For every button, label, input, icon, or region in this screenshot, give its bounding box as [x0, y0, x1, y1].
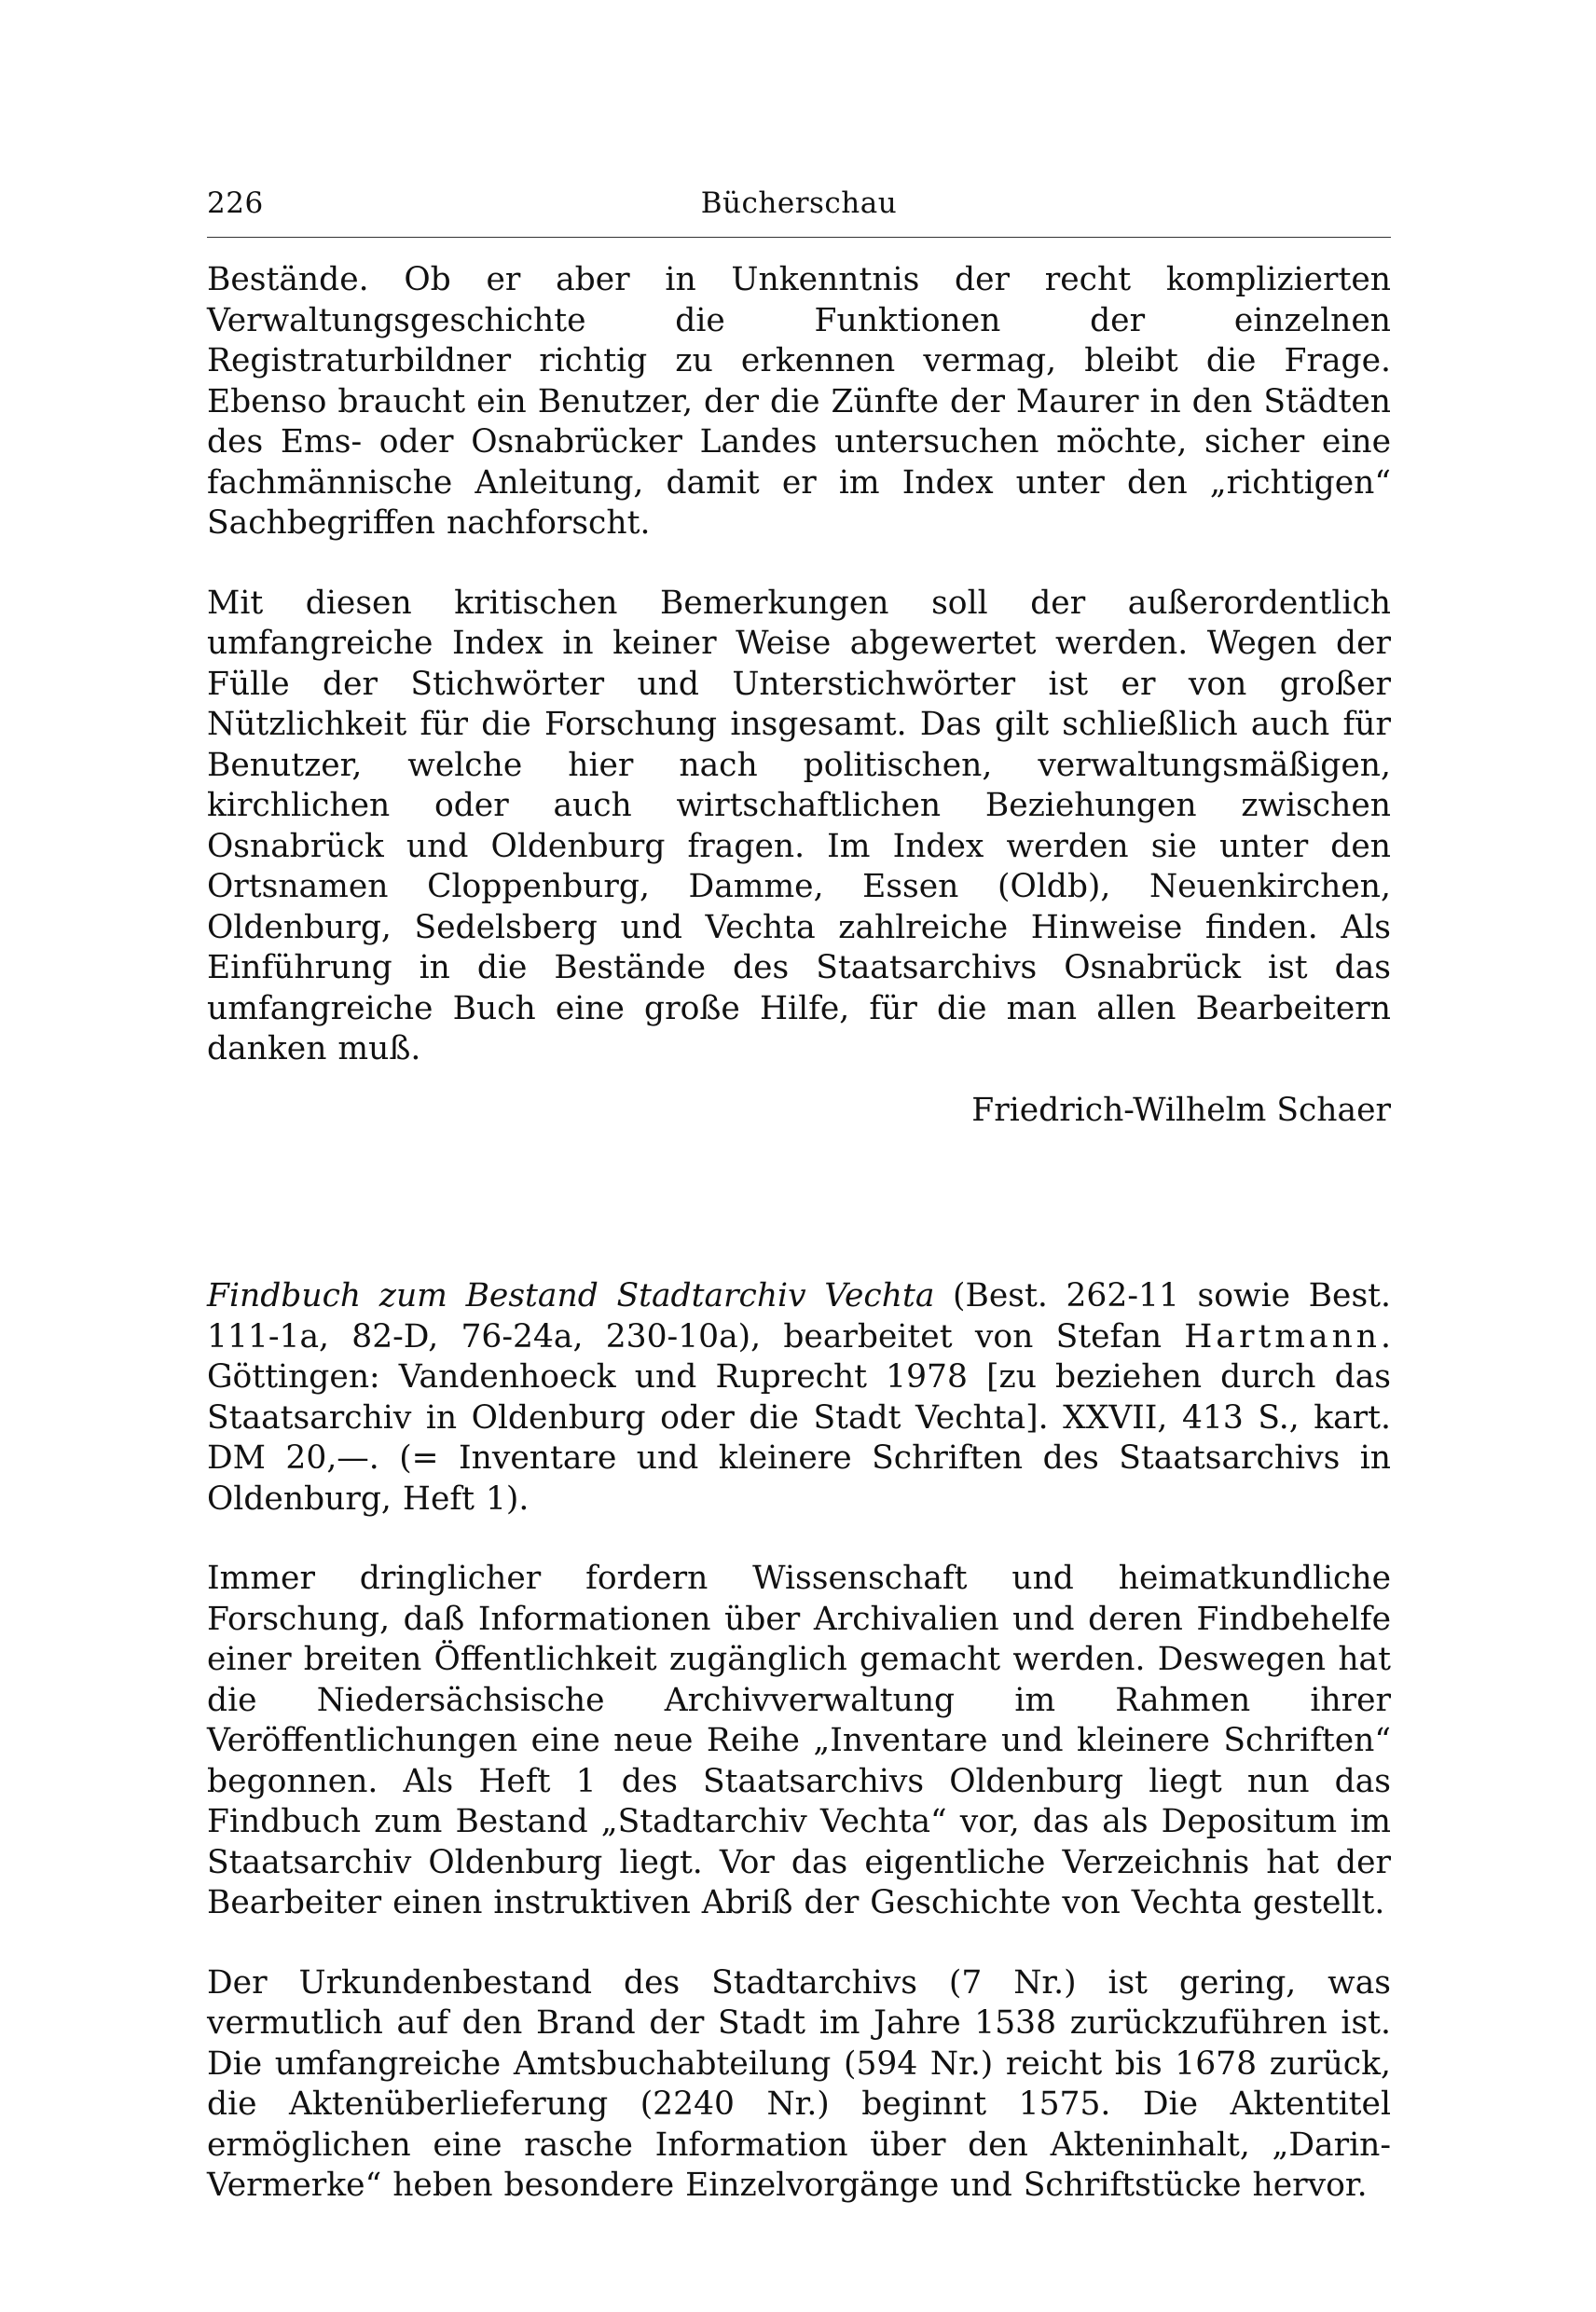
biblio-details: (Best. 262-11 sowie Best. 111-1a, 82-D, 76-24a, 230-10a), bearbeitet von Stefan: [207, 1277, 1391, 1356]
publication-details: . Göttingen: Vandenhoeck und Ruprecht 1978 [zu beziehen durch das Staatsarchiv in Oldenburg oder die Stadt Vechta]. XXVII, 413 S., kart. DM 20,—. (= Inventare und kleinere Schriften des Staatsarchivs in Oldenburg, Heft 1).: [207, 1317, 1391, 1518]
bibliographic-entry: [207, 1276, 1391, 1520]
review-findbuch-vechta: [207, 1276, 1391, 2207]
running-head: Bücherschau: [700, 186, 898, 220]
page-header: [207, 186, 1391, 237]
reviewer-signature: Friedrich-Wilhelm Schaer: [971, 1091, 1391, 1129]
book-page: [207, 186, 1391, 2207]
review2-paragraph-1: Immer dringlicher fordern Wissenschaft und heimatkundliche Forschung, daß Informationen über Archivalien und deren Findbehelfe einer breiten Öffentlichkeit zugänglich gemacht werden. Deswegen hat die Niedersächsische Archivverwaltung im Rahmen ihrer Veröffentlichungen eine neue Reihe „Inventare und kleinere Schriften“ begonnen. Als Heft 1 des Staatsarchivs Oldenburg liegt nun das Findbuch zum Bestand „Stadtarchiv Vechta“ vor, das als Depositum im Staatsarchiv Oldenburg liegt. Vor das eigentliche Verzeichnis hat der Bearbeiter einen instruktiven Abriß der Geschichte von Vechta gestellt.: [207, 1560, 1391, 1921]
header-rule: [207, 237, 1391, 238]
editor-name: Hartmann: [1184, 1317, 1382, 1356]
review1-paragraph-1: Bestände. Ob er aber in Unkenntnis der recht komplizierten Verwaltungsgeschichte die Funktionen der einzelnen Registraturbildner richtig zu erkennen vermag, bleibt die Frage. Ebenso braucht ein Benutzer, der die Zünfte der Maurer in den Städten des Ems- oder Osnabrücker Landes untersuchen möchte, sicher eine fachmännische Anleitung, damit er im Index unter den „richtigen“ Sachbegriffen nachforscht.: [207, 261, 1391, 542]
page-number: 226: [207, 186, 264, 220]
review2-paragraph-2: Der Urkundenbestand des Stadtarchivs (7 Nr.) ist gering, was vermutlich auf den Brand der Stadt im Jahre 1538 zurückzuführen ist. Die umfangreiche Amtsbuchabteilung (594 Nr.) reicht bis 1678 zurück, die Aktenüberlieferung (2240 Nr.) beginnt 1575. Die Aktentitel ermöglichen eine rasche Information über den Akteninhalt, „Darin-Vermerke“ heben besondere Einzelvorgänge und Schriftstücke hervor.: [207, 1963, 1391, 2204]
review1-paragraph-2: Mit diesen kritischen Bemerkungen soll der außerordentlich umfangreiche Index in keiner Weise abgewertet werden. Wegen der Fülle der Stichwörter und Unterstichwörter ist er von großer Nützlichkeit für die Forschung insgesamt. Das gilt schließlich auch für Benutzer, welche hier nach politischen, verwaltungsmäßigen, kirchlichen oder auch wirtschaftlichen Beziehungen zwischen Osnabrück und Oldenburg fragen. Im Index werden sie unter den Ortsnamen Cloppenburg, Damme, Essen (Oldb), Neuenkirchen, Oldenburg, Sedelsberg und Vechta zahlreiche Hinweise finden. Als Einführung in die Bestände des Staatsarchivs Osnabrück ist das umfangreiche Buch eine große Hilfe, für die man allen Bearbeitern danken muß.: [207, 584, 1391, 1067]
book-title: Findbuch zum Bestand Stadtarchiv Vechta: [207, 1277, 935, 1314]
review-schaer: [207, 260, 1391, 1131]
